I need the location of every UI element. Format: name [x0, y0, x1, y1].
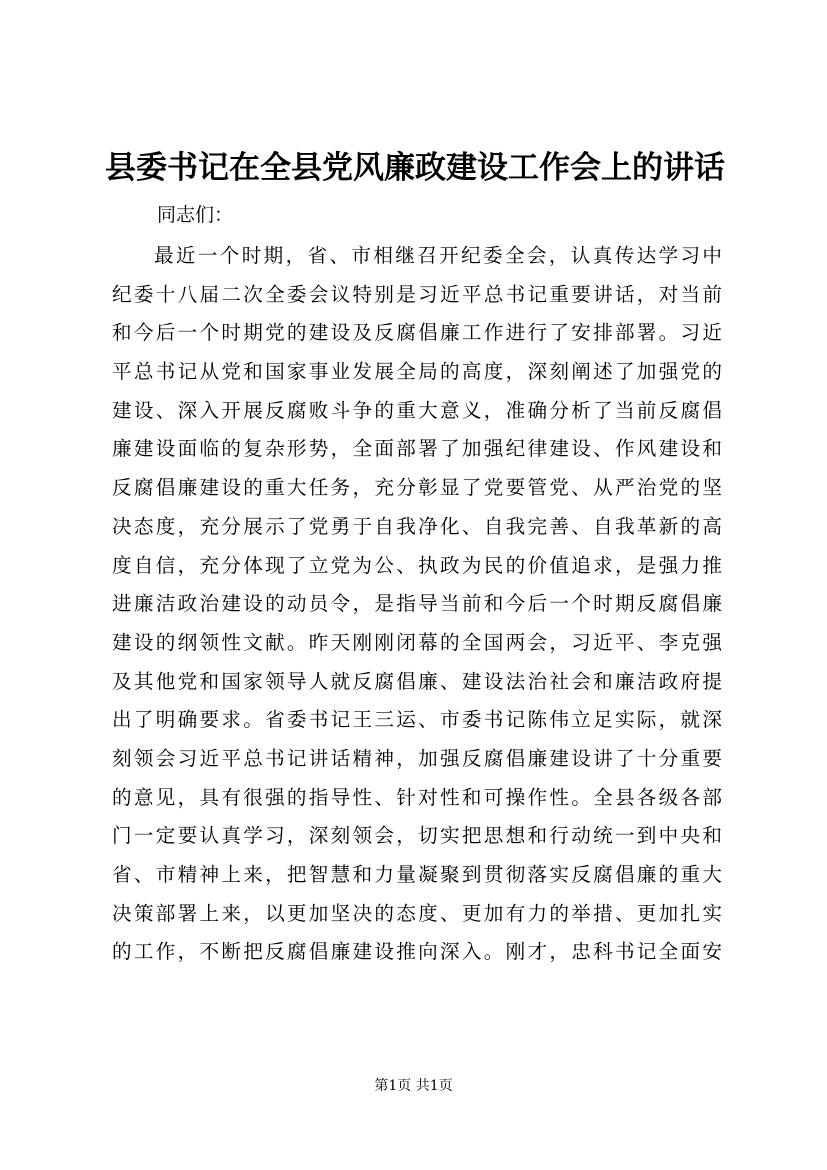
body-line: 及其他党和国家领导人就反腐倡廉、建设法治社会和廉洁政府提 — [112, 669, 722, 693]
page-number-footer: 第1页 共1页 — [374, 1078, 453, 1094]
body-line: 门一定要认真学习，深刻领会，切实把思想和行动统一到中央和 — [112, 824, 722, 848]
body-text — [112, 237, 722, 972]
body-line: 出了明确要求。省委书记王三运、市委书记陈伟立足实际，就深 — [112, 708, 722, 732]
body-line: 纪委十八届二次全委会议特别是习近平总书记重要讲话，对当前 — [112, 282, 722, 306]
body-line: 决策部署上来，以更加坚决的态度、更加有力的举措、更加扎实 — [112, 901, 722, 925]
body-line: 建设、深入开展反腐败斗争的重大意义，准确分析了当前反腐倡 — [112, 398, 722, 422]
body-line: 刻领会习近平总书记讲话精神，加强反腐倡廉建设讲了十分重要 — [112, 746, 722, 770]
body-line: 平总书记从党和国家事业发展全局的高度，深刻阐述了加强党的 — [112, 360, 722, 384]
body-line: 进廉洁政治建设的动员令，是指导当前和今后一个时期反腐倡廉 — [112, 592, 722, 616]
body-line: 度自信，充分体现了立党为公、执政为民的价值追求，是强力推 — [112, 553, 722, 577]
document-title: 县委书记在全县党风廉政建设工作会上的讲话 — [105, 150, 725, 186]
body-line: 廉建设面临的复杂形势，全面部署了加强纪律建设、作风建设和 — [112, 437, 722, 461]
body-line: 最近一个时期，省、市相继召开纪委全会，认真传达学习中 — [154, 244, 722, 267]
body-line: 的意见，具有很强的指导性、针对性和可操作性。全县各级各部 — [112, 785, 722, 809]
body-line: 省、市精神上来，把智慧和力量凝聚到贯彻落实反腐倡廉的重大 — [112, 863, 722, 886]
body-line: 和今后一个时期党的建设及反腐倡廉工作进行了安排部署。习近 — [112, 321, 722, 345]
body-line: 的工作，不断把反腐倡廉建设推向深入。刚才，忠科书记全面安 — [112, 940, 722, 964]
greeting-text: 同志们： — [157, 204, 234, 226]
body-line: 反腐倡廉建设的重大任务，充分彰显了党要管党、从严治党的坚 — [112, 476, 722, 500]
body-line: 建设的纲领性文献。昨天刚刚闭幕的全国两会，习近平、李克强 — [112, 630, 722, 654]
body-line: 决态度，充分展示了党勇于自我净化、自我完善、自我革新的高 — [112, 514, 722, 538]
